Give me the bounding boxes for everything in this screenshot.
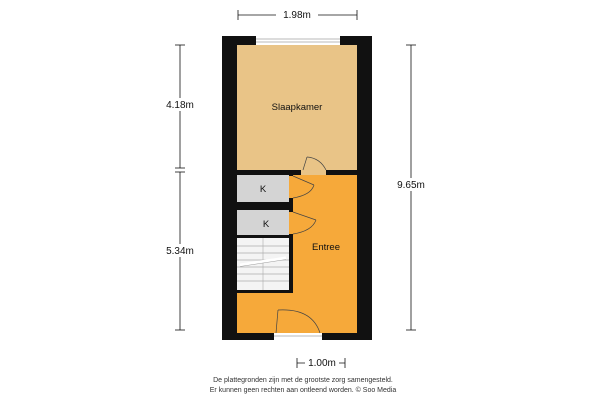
door-gap-upper [289,176,293,198]
front-door-gap [274,333,322,340]
storage-upper-label: K [259,184,267,195]
wall-storage-stairs [237,235,292,238]
top-window [256,36,340,45]
wall-storage-divider [237,202,292,210]
dim-left-lower-label: 5.34m [166,246,194,257]
dim-right-total-label: 9.65m [397,180,425,191]
hall-floor-bottom [237,292,357,333]
dim-bottom-width-label: 1.00m [308,358,336,369]
bedroom-label: Slaapkamer [271,102,323,113]
wall-bedroom-bottom [237,170,357,175]
bedroom-door-gap [301,170,326,175]
dim-top-width-label: 1.98m [283,10,311,21]
hall-label: Entree [312,242,340,253]
dim-left-upper-label: 4.18m [166,100,194,111]
door-gap-lower [289,212,293,234]
disclaimer-line-1: De plattegronden zijn met de grootste zorg samengesteld. [213,377,393,384]
storage-lower-label: K [262,219,270,230]
wall-stairs-bottom [237,290,293,293]
disclaimer-line-2: Er kunnen geen rechten aan ontleend worden. © Soo Media [209,387,397,394]
